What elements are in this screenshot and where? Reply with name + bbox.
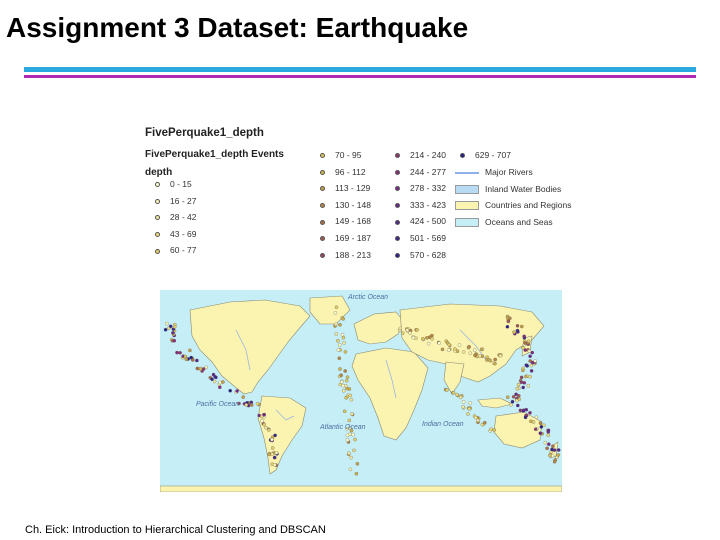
- earthquake-event-dot: [515, 399, 518, 402]
- earthquake-event-dot: [523, 341, 526, 344]
- legend-field-name: depth: [145, 167, 173, 178]
- earthquake-event-dot: [349, 394, 352, 397]
- earthquake-event-dot: [340, 380, 343, 383]
- earthquake-event-dot: [195, 359, 198, 362]
- legend-swatch-icon: [455, 218, 479, 227]
- legend-range-label: 28 - 42: [170, 212, 197, 223]
- earthquake-event-dot: [347, 452, 350, 455]
- earthquake-event-dot: [338, 367, 341, 370]
- earthquake-event-dot: [540, 425, 543, 428]
- world-earthquake-map: [160, 290, 562, 492]
- earthquake-event-dot: [164, 328, 167, 331]
- legend-range-label: 149 - 168: [335, 216, 371, 227]
- legend-range-label: 333 - 423: [410, 199, 446, 210]
- earthquake-event-dot: [546, 447, 549, 450]
- earthquake-event-dot: [441, 348, 444, 351]
- earthquake-event-dot: [343, 341, 346, 344]
- earthquake-event-dot: [261, 419, 264, 422]
- earthquake-event-dot: [458, 343, 461, 346]
- earthquake-event-dot: [352, 449, 355, 452]
- earthquake-event-dot: [462, 405, 465, 408]
- legend-range-label: 278 - 332: [410, 183, 446, 194]
- land-antarctica: [160, 486, 562, 492]
- legend-swatch-icon: [455, 185, 479, 194]
- earthquake-event-dot: [520, 376, 523, 379]
- earthquake-event-dot: [196, 367, 199, 370]
- legend-range-label: 501 - 569: [410, 233, 446, 243]
- earthquake-event-dot: [335, 332, 338, 335]
- slide-title: Assignment 3 Dataset: Earthquake: [6, 12, 469, 43]
- earthquake-event-dot: [416, 328, 419, 331]
- earthquake-event-dot: [548, 454, 551, 457]
- earthquake-event-dot: [447, 348, 450, 351]
- earthquake-event-dot: [462, 350, 465, 353]
- earthquake-event-dot: [199, 367, 202, 370]
- legend-range-item: [395, 166, 446, 178]
- earthquake-event-dot: [345, 379, 348, 382]
- legend-range-item: [320, 182, 370, 194]
- earthquake-event-dot: [336, 339, 339, 342]
- earthquake-event-dot: [459, 396, 462, 399]
- legend-range-label: 570 - 628: [410, 249, 446, 260]
- earthquake-event-dot: [445, 389, 448, 392]
- earthquake-event-dot: [354, 438, 357, 441]
- legend-layer-label: Inland Water Bodies: [485, 183, 562, 194]
- legend-dot-icon: [395, 203, 400, 208]
- map-legend: [140, 124, 580, 264]
- earthquake-event-dot: [547, 443, 550, 446]
- title-underline-cyan: [24, 67, 696, 72]
- earthquake-event-dot: [526, 364, 529, 367]
- earthquake-event-dot: [267, 428, 270, 431]
- earthquake-event-dot: [547, 434, 550, 437]
- legend-range-item: [155, 244, 196, 256]
- earthquake-event-dot: [245, 403, 248, 406]
- earthquake-event-dot: [273, 456, 276, 459]
- earthquake-event-dot: [273, 463, 276, 466]
- legend-range-label: 244 - 277: [410, 166, 446, 177]
- map-graphic: [160, 290, 562, 492]
- legend-swatch-icon: [455, 201, 479, 210]
- legend-range-label: 0 - 15: [170, 179, 192, 189]
- earthquake-event-dot: [430, 334, 433, 337]
- earthquake-event-dot: [476, 419, 479, 422]
- earthquake-event-dot: [171, 331, 174, 334]
- legend-range-label: 70 - 95: [335, 150, 362, 160]
- earthquake-event-dot: [510, 403, 513, 406]
- ocean-label-indian: Indian Ocean: [422, 421, 464, 428]
- legend-range-label: 629 - 707: [475, 150, 511, 160]
- legend-range-item: [320, 149, 361, 161]
- earthquake-event-dot: [489, 359, 492, 362]
- earthquake-event-dot: [534, 428, 537, 431]
- earthquake-event-dot: [553, 460, 556, 463]
- earthquake-event-dot: [521, 369, 524, 372]
- legend-dot-icon: [395, 186, 400, 191]
- legend-range-label: 60 - 77: [170, 245, 197, 256]
- legend-layer-title: FivePerquake1_depth: [145, 127, 264, 139]
- earthquake-event-dot: [478, 354, 481, 357]
- earthquake-event-dot: [229, 389, 232, 392]
- earthquake-event-dot: [474, 416, 477, 419]
- earthquake-event-dot: [355, 472, 358, 475]
- earthquake-event-dot: [408, 331, 411, 334]
- earthquake-event-dot: [516, 404, 519, 407]
- earthquake-event-dot: [455, 393, 458, 396]
- legend-layer-item: [455, 183, 561, 195]
- earthquake-event-dot: [550, 448, 553, 451]
- earthquake-event-dot: [489, 428, 492, 431]
- legend-dot-icon: [395, 253, 400, 258]
- earthquake-event-dot: [517, 383, 520, 386]
- legend-range-item: [395, 232, 446, 244]
- earthquake-event-dot: [427, 342, 430, 345]
- earthquake-event-dot: [242, 396, 245, 399]
- earthquake-event-dot: [210, 378, 213, 381]
- earthquake-event-dot: [431, 337, 434, 340]
- legend-layer-item: [455, 216, 553, 228]
- earthquake-event-dot: [341, 384, 344, 387]
- earthquake-event-dot: [517, 394, 520, 397]
- earthquake-event-dot: [256, 402, 259, 405]
- earthquake-event-dot: [512, 331, 515, 334]
- legend-range-item: [320, 249, 371, 261]
- earthquake-event-dot: [173, 325, 176, 328]
- earthquake-event-dot: [340, 374, 343, 377]
- earthquake-event-dot: [338, 357, 341, 360]
- earthquake-event-dot: [523, 335, 526, 338]
- legend-dot-icon: [320, 220, 325, 225]
- legend-dot-icon: [155, 249, 160, 254]
- earthquake-event-dot: [349, 468, 352, 471]
- earthquake-event-dot: [557, 448, 560, 451]
- legend-range-label: 113 - 129: [335, 183, 371, 194]
- earthquake-event-dot: [344, 369, 347, 372]
- legend-swatch-icon: [455, 172, 479, 174]
- legend-range-item: [155, 178, 192, 190]
- earthquake-event-dot: [468, 345, 471, 348]
- earthquake-event-dot: [342, 317, 345, 320]
- earthquake-event-dot: [508, 317, 511, 320]
- earthquake-event-dot: [334, 323, 337, 326]
- earthquake-event-dot: [337, 348, 340, 351]
- earthquake-event-dot: [169, 325, 172, 328]
- earthquake-event-dot: [462, 400, 465, 403]
- earthquake-event-dot: [270, 438, 273, 441]
- legend-dot-icon: [320, 170, 325, 175]
- earthquake-event-dot: [175, 351, 178, 354]
- earthquake-event-dot: [523, 381, 526, 384]
- legend-dot-icon: [155, 199, 160, 204]
- ocean-label-atlantic: Atlantic Ocean: [320, 424, 366, 431]
- earthquake-event-dot: [483, 421, 486, 424]
- earthquake-event-dot: [338, 343, 341, 346]
- earthquake-event-dot: [528, 350, 531, 353]
- legend-dot-icon: [320, 236, 325, 241]
- legend-range-item: [395, 149, 446, 161]
- legend-dot-icon: [460, 153, 465, 158]
- earthquake-event-dot: [520, 325, 523, 328]
- earthquake-event-dot: [473, 349, 476, 352]
- legend-dot-icon: [155, 182, 160, 187]
- earthquake-event-dot: [268, 453, 271, 456]
- earthquake-event-dot: [493, 362, 496, 365]
- earthquake-event-dot: [250, 403, 253, 406]
- slide-footer: Ch. Eick: Introduction to Hierarchical Clustering and DBSCAN: [25, 524, 326, 536]
- earthquake-event-dot: [221, 380, 224, 383]
- legend-dot-icon: [155, 215, 160, 220]
- earthquake-event-dot: [344, 350, 347, 353]
- legend-layer-item: [455, 199, 571, 211]
- earthquake-event-dot: [271, 446, 274, 449]
- legend-range-item: [395, 215, 446, 227]
- legend-range-item: [320, 232, 371, 244]
- legend-dot-icon: [155, 232, 160, 237]
- earthquake-event-dot: [522, 386, 525, 389]
- legend-layer-label: Countries and Regions: [485, 200, 572, 211]
- earthquake-event-dot: [263, 423, 266, 426]
- earthquake-event-dot: [218, 386, 221, 389]
- earthquake-event-dot: [547, 429, 550, 432]
- ocean-label-pacific: Pacific Ocean: [196, 401, 240, 408]
- earthquake-event-dot: [452, 391, 455, 394]
- earthquake-event-dot: [473, 354, 476, 357]
- legend-dot-icon: [320, 153, 325, 158]
- earthquake-event-dot: [349, 456, 352, 459]
- earthquake-event-dot: [519, 409, 522, 412]
- earthquake-event-dot: [522, 409, 525, 412]
- earthquake-event-dot: [494, 358, 497, 361]
- earthquake-event-dot: [511, 400, 514, 403]
- earthquake-event-dot: [466, 412, 469, 415]
- legend-range-item: [320, 199, 371, 211]
- earthquake-event-dot: [425, 336, 428, 339]
- legend-range-label: 169 - 187: [335, 233, 371, 243]
- legend-range-item: [395, 182, 446, 194]
- legend-range-item: [320, 166, 366, 178]
- title-underline-magenta: [24, 75, 696, 78]
- earthquake-event-dot: [219, 381, 222, 384]
- earthquake-event-dot: [453, 347, 456, 350]
- earthquake-event-dot: [527, 384, 530, 387]
- earthquake-event-dot: [530, 364, 533, 367]
- earthquake-event-dot: [334, 311, 337, 314]
- earthquake-event-dot: [557, 453, 560, 456]
- legend-range-item: [395, 199, 446, 211]
- legend-dot-icon: [320, 253, 325, 258]
- ocean-label-arctic: Arctic Ocean: [348, 294, 389, 301]
- legend-range-item: [460, 149, 511, 161]
- legend-events-title: FivePerquake1_depth Events: [145, 149, 284, 160]
- earthquake-event-dot: [399, 327, 402, 330]
- earthquake-event-dot: [544, 441, 547, 444]
- earthquake-event-dot: [535, 416, 538, 419]
- earthquake-event-dot: [516, 330, 519, 333]
- legend-dot-icon: [395, 153, 400, 158]
- legend-layer-item: [455, 166, 533, 178]
- earthquake-event-dot: [493, 428, 496, 431]
- earthquake-event-dot: [346, 376, 349, 379]
- legend-range-label: 214 - 240: [410, 150, 446, 160]
- earthquake-event-dot: [213, 380, 216, 383]
- legend-dot-icon: [320, 186, 325, 191]
- earthquake-event-dot: [499, 354, 502, 357]
- earthquake-event-dot: [529, 375, 532, 378]
- legend-range-label: 43 - 69: [170, 228, 197, 239]
- earthquake-event-dot: [345, 396, 348, 399]
- earthquake-event-dot: [346, 439, 349, 442]
- earthquake-event-dot: [202, 367, 205, 370]
- earthquake-event-dot: [350, 412, 353, 415]
- earthquake-event-dot: [350, 398, 353, 401]
- legend-dot-icon: [320, 203, 325, 208]
- earthquake-event-dot: [188, 349, 191, 352]
- earthquake-event-dot: [342, 389, 345, 392]
- earthquake-event-dot: [469, 352, 472, 355]
- earthquake-event-dot: [469, 402, 472, 405]
- legend-layer-label: Major Rivers: [485, 167, 533, 177]
- legend-dot-icon: [395, 170, 400, 175]
- earthquake-event-dot: [165, 322, 168, 325]
- earthquake-event-dot: [521, 346, 524, 349]
- earthquake-event-dot: [531, 361, 534, 364]
- earthquake-event-dot: [527, 340, 530, 343]
- earthquake-event-dot: [529, 420, 532, 423]
- earthquake-event-dot: [539, 422, 542, 425]
- earthquake-event-dot: [448, 343, 451, 346]
- earthquake-event-dot: [530, 369, 533, 372]
- earthquake-event-dot: [184, 355, 187, 358]
- legend-layer-label: Oceans and Seas: [485, 216, 553, 227]
- earthquake-event-dot: [539, 432, 542, 435]
- earthquake-event-dot: [468, 407, 471, 410]
- earthquake-event-dot: [191, 358, 194, 361]
- legend-dot-icon: [395, 236, 400, 241]
- legend-range-item: [395, 249, 446, 261]
- earthquake-event-dot: [516, 387, 519, 390]
- legend-range-label: 16 - 27: [170, 195, 197, 206]
- earthquake-event-dot: [338, 323, 341, 326]
- earthquake-event-dot: [528, 411, 531, 414]
- earthquake-event-dot: [214, 375, 217, 378]
- earthquake-event-dot: [343, 410, 346, 413]
- earthquake-event-dot: [524, 375, 527, 378]
- legend-range-item: [320, 215, 371, 227]
- earthquake-event-dot: [179, 351, 182, 354]
- earthquake-event-dot: [263, 413, 266, 416]
- earthquake-event-dot: [506, 325, 509, 328]
- earthquake-event-dot: [438, 342, 441, 345]
- earthquake-event-dot: [401, 332, 404, 335]
- earthquake-event-dot: [348, 387, 351, 390]
- earthquake-event-dot: [342, 336, 345, 339]
- legend-range-label: 130 - 148: [335, 199, 371, 210]
- earthquake-event-dot: [351, 433, 354, 436]
- earthquake-event-dot: [480, 348, 483, 351]
- earthquake-event-dot: [335, 306, 338, 309]
- earthquake-event-dot: [406, 328, 409, 331]
- earthquake-event-dot: [516, 324, 519, 327]
- earthquake-event-dot: [356, 462, 359, 465]
- legend-range-item: [155, 211, 196, 223]
- legend-range-item: [155, 195, 196, 207]
- earthquake-event-dot: [341, 333, 344, 336]
- legend-range-label: 188 - 213: [335, 249, 371, 260]
- earthquake-event-dot: [173, 339, 176, 342]
- earthquake-event-dot: [512, 395, 515, 398]
- earthquake-event-dot: [275, 451, 278, 454]
- earthquake-event-dot: [551, 445, 554, 448]
- earthquake-event-dot: [412, 336, 415, 339]
- earthquake-event-dot: [524, 416, 527, 419]
- legend-range-label: 424 - 500: [410, 216, 446, 227]
- legend-range-item: [155, 228, 196, 240]
- legend-dot-icon: [395, 220, 400, 225]
- earthquake-event-dot: [348, 419, 351, 422]
- earthquake-event-dot: [346, 434, 349, 437]
- earthquake-event-dot: [506, 396, 509, 399]
- legend-range-label: 96 - 112: [335, 166, 366, 177]
- earthquake-event-dot: [529, 355, 532, 358]
- earthquake-event-dot: [236, 389, 239, 392]
- earthquake-event-dot: [520, 381, 523, 384]
- earthquake-event-dot: [421, 337, 424, 340]
